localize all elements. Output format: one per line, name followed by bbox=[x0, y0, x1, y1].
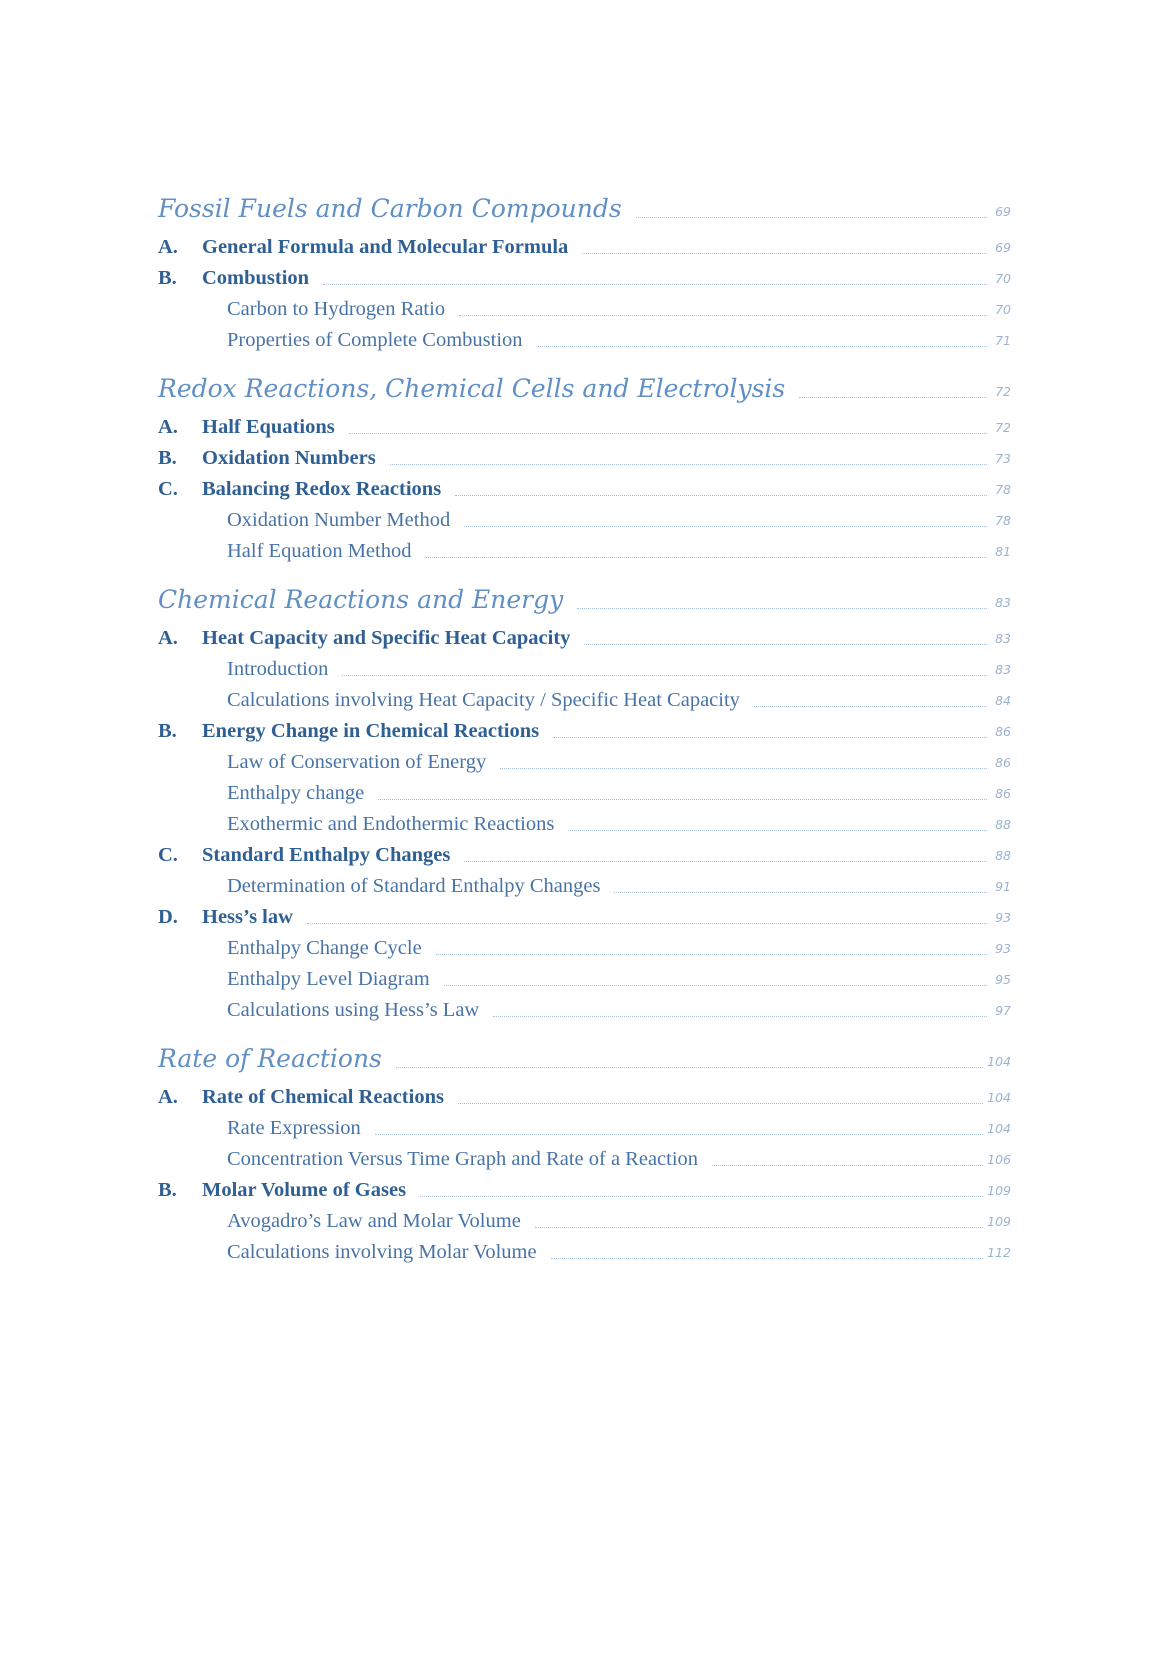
entry-title: Oxidation Numbers bbox=[202, 447, 376, 469]
page-number: 83 bbox=[995, 631, 1011, 646]
entry-title: Hess’s law bbox=[202, 906, 293, 928]
section-heading[interactable] bbox=[158, 368, 1011, 410]
page-number: 86 bbox=[995, 724, 1011, 739]
section-title: Chemical Reactions and Energy bbox=[158, 585, 564, 614]
toc-subentry[interactable] bbox=[158, 325, 1011, 356]
toc-entry[interactable] bbox=[158, 1175, 1011, 1206]
entry-letter: B. bbox=[158, 1179, 177, 1201]
toc-subentry[interactable] bbox=[158, 1144, 1011, 1175]
toc-entry[interactable] bbox=[158, 474, 1011, 505]
entry-letter: D. bbox=[158, 906, 178, 928]
subentry-title: Exothermic and Endothermic Reactions bbox=[227, 813, 555, 835]
dot-leader bbox=[396, 1067, 983, 1068]
dot-leader bbox=[464, 526, 987, 527]
dot-leader bbox=[712, 1165, 983, 1166]
toc-subentry[interactable] bbox=[158, 505, 1011, 536]
page-number: 109 bbox=[987, 1214, 1011, 1229]
dot-leader bbox=[614, 892, 987, 893]
subentry-title: Rate Expression bbox=[227, 1117, 361, 1139]
page-number: 71 bbox=[995, 333, 1011, 348]
page-number: 72 bbox=[995, 384, 1011, 399]
page-number: 72 bbox=[995, 420, 1011, 435]
dot-leader bbox=[378, 799, 987, 800]
subentry-title: Oxidation Number Method bbox=[227, 509, 451, 531]
dot-leader bbox=[537, 346, 987, 347]
entry-letter: A. bbox=[158, 236, 178, 258]
toc-subentry[interactable] bbox=[158, 685, 1011, 716]
toc-subentry[interactable] bbox=[158, 1206, 1011, 1237]
dot-leader bbox=[535, 1227, 983, 1228]
page-number: 70 bbox=[995, 302, 1011, 317]
toc-entry[interactable] bbox=[158, 412, 1011, 443]
section-heading[interactable] bbox=[158, 579, 1011, 621]
subentry-title: Carbon to Hydrogen Ratio bbox=[227, 298, 446, 320]
page-number: 86 bbox=[995, 786, 1011, 801]
toc-entry[interactable] bbox=[158, 623, 1011, 654]
toc-subentry[interactable] bbox=[158, 654, 1011, 685]
page-number: 69 bbox=[995, 204, 1011, 219]
entry-letter: B. bbox=[158, 720, 177, 742]
page-number: 93 bbox=[995, 910, 1011, 925]
page-number: 95 bbox=[995, 972, 1011, 987]
subentry-title: Calculations using Hess’s Law bbox=[227, 999, 480, 1021]
entry-title: Half Equations bbox=[202, 416, 335, 438]
page-number: 83 bbox=[995, 662, 1011, 677]
page-number: 81 bbox=[995, 544, 1011, 559]
dot-leader bbox=[636, 217, 987, 218]
page-number: 78 bbox=[995, 482, 1011, 497]
dot-leader bbox=[444, 985, 987, 986]
entry-title: Heat Capacity and Specific Heat Capacity bbox=[202, 627, 571, 649]
dot-leader bbox=[455, 495, 987, 496]
toc-entry[interactable] bbox=[158, 902, 1011, 933]
dot-leader bbox=[458, 1103, 983, 1104]
toc-entry[interactable] bbox=[158, 443, 1011, 474]
entry-title: Rate of Chemical Reactions bbox=[202, 1086, 444, 1108]
page-number: 97 bbox=[995, 1003, 1011, 1018]
dot-leader bbox=[349, 433, 987, 434]
toc-section bbox=[158, 579, 1011, 1026]
dot-leader bbox=[584, 644, 987, 645]
subentry-title: Determination of Standard Enthalpy Changes bbox=[227, 875, 601, 897]
toc-section bbox=[158, 188, 1011, 356]
toc-subentry[interactable] bbox=[158, 995, 1011, 1026]
entry-title: Combustion bbox=[202, 267, 310, 289]
page-number: 104 bbox=[987, 1121, 1011, 1136]
dot-leader bbox=[323, 284, 987, 285]
dot-leader bbox=[553, 737, 987, 738]
subentry-title: Avogadro’s Law and Molar Volume bbox=[227, 1210, 521, 1232]
subentry-title: Properties of Complete Combustion bbox=[227, 329, 523, 351]
entry-letter: A. bbox=[158, 1086, 178, 1108]
page-number: 93 bbox=[995, 941, 1011, 956]
entry-letter: A. bbox=[158, 627, 178, 649]
entry-letter: B. bbox=[158, 267, 177, 289]
subentry-title: Law of Conservation of Energy bbox=[227, 751, 487, 773]
page-number: 106 bbox=[987, 1152, 1011, 1167]
dot-leader bbox=[375, 1134, 983, 1135]
entry-title: Energy Change in Chemical Reactions bbox=[202, 720, 540, 742]
toc-subentry[interactable] bbox=[158, 809, 1011, 840]
toc-section bbox=[158, 368, 1011, 567]
toc-subentry[interactable] bbox=[158, 871, 1011, 902]
dot-leader bbox=[420, 1196, 983, 1197]
dot-leader bbox=[754, 706, 987, 707]
toc-subentry[interactable] bbox=[158, 747, 1011, 778]
page-number: 88 bbox=[995, 848, 1011, 863]
toc-entry[interactable] bbox=[158, 1082, 1011, 1113]
subentry-title: Enthalpy Change Cycle bbox=[227, 937, 422, 959]
section-heading[interactable] bbox=[158, 188, 1011, 230]
toc-subentry[interactable] bbox=[158, 294, 1011, 325]
entry-letter: C. bbox=[158, 478, 178, 500]
toc-subentry[interactable] bbox=[158, 933, 1011, 964]
subentry-title: Calculations involving Molar Volume bbox=[227, 1241, 537, 1263]
dot-leader bbox=[425, 557, 987, 558]
entry-title: Molar Volume of Gases bbox=[202, 1179, 407, 1201]
toc-entry[interactable] bbox=[158, 263, 1011, 294]
dot-leader bbox=[493, 1016, 987, 1017]
dot-leader bbox=[390, 464, 987, 465]
page-number: 73 bbox=[995, 451, 1011, 466]
toc-subentry[interactable] bbox=[158, 964, 1011, 995]
entry-title: Balancing Redox Reactions bbox=[202, 478, 442, 500]
page-number: 84 bbox=[995, 693, 1011, 708]
entry-letter: A. bbox=[158, 416, 178, 438]
page-number: 86 bbox=[995, 755, 1011, 770]
toc-entry[interactable] bbox=[158, 716, 1011, 747]
subentry-title: Enthalpy Level Diagram bbox=[227, 968, 430, 990]
entry-letter: B. bbox=[158, 447, 177, 469]
page-number: 83 bbox=[995, 595, 1011, 610]
dot-leader bbox=[307, 923, 987, 924]
subentry-title: Calculations involving Heat Capacity / Specific Heat Capacity bbox=[227, 689, 740, 711]
dot-leader bbox=[500, 768, 987, 769]
dot-leader bbox=[582, 253, 987, 254]
page-number: 91 bbox=[995, 879, 1011, 894]
dot-leader bbox=[551, 1258, 984, 1259]
page-number: 70 bbox=[995, 271, 1011, 286]
dot-leader bbox=[577, 608, 987, 609]
entry-letter: C. bbox=[158, 844, 178, 866]
dot-leader bbox=[568, 830, 987, 831]
toc-section bbox=[158, 1038, 1011, 1268]
toc-subentry[interactable] bbox=[158, 1113, 1011, 1144]
table-of-contents bbox=[158, 188, 1011, 1280]
dot-leader bbox=[459, 315, 987, 316]
toc-entry[interactable] bbox=[158, 232, 1011, 263]
subentry-title: Introduction bbox=[227, 658, 329, 680]
subentry-title: Half Equation Method bbox=[227, 540, 412, 562]
dot-leader bbox=[464, 861, 987, 862]
page-number: 69 bbox=[995, 240, 1011, 255]
toc-subentry[interactable] bbox=[158, 536, 1011, 567]
dot-leader bbox=[799, 397, 987, 398]
subentry-title: Enthalpy change bbox=[227, 782, 365, 804]
page-number: 104 bbox=[987, 1090, 1011, 1105]
page-number: 104 bbox=[987, 1054, 1011, 1069]
toc-subentry[interactable] bbox=[158, 778, 1011, 809]
toc-entry[interactable] bbox=[158, 840, 1011, 871]
section-title: Rate of Reactions bbox=[158, 1044, 382, 1073]
section-heading[interactable] bbox=[158, 1038, 1011, 1080]
subentry-title: Concentration Versus Time Graph and Rate of a Reaction bbox=[227, 1148, 699, 1170]
page-number: 112 bbox=[987, 1245, 1011, 1260]
page-number: 109 bbox=[987, 1183, 1011, 1198]
section-title: Fossil Fuels and Carbon Compounds bbox=[158, 194, 622, 223]
dot-leader bbox=[342, 675, 987, 676]
page-number: 88 bbox=[995, 817, 1011, 832]
toc-subentry[interactable] bbox=[158, 1237, 1011, 1268]
dot-leader bbox=[436, 954, 987, 955]
entry-title: Standard Enthalpy Changes bbox=[202, 844, 451, 866]
section-title: Redox Reactions, Chemical Cells and Electrolysis bbox=[158, 374, 786, 403]
entry-title: General Formula and Molecular Formula bbox=[202, 236, 569, 258]
page-number: 78 bbox=[995, 513, 1011, 528]
